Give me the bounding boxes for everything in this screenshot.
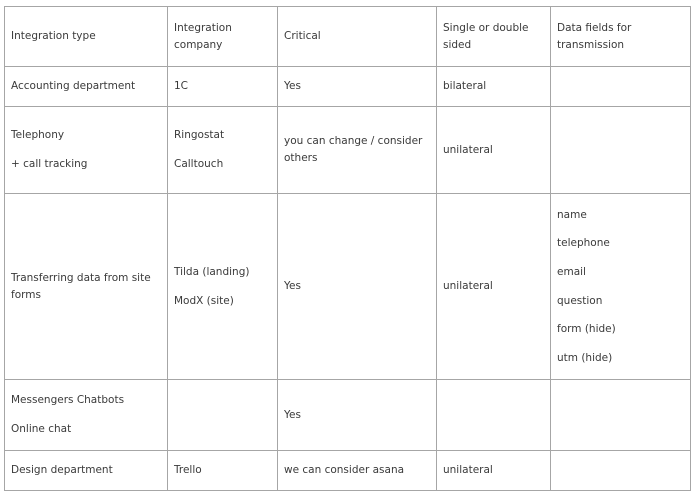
cell-text: Online chat: [11, 423, 72, 435]
header-sided: Single or double sided: [437, 7, 551, 67]
cell-data-fields: [551, 107, 691, 194]
table-row: [5, 67, 691, 107]
cell-integration-company: [168, 67, 278, 107]
cell-sided: unilateral: [437, 194, 551, 380]
cell-text: + call tracking: [11, 158, 88, 170]
cell-data-fields: [551, 451, 691, 491]
cell-text: 1C: [174, 80, 189, 92]
cell-text: Calltouch: [174, 158, 224, 170]
header-integration-company: Integration company: [168, 7, 278, 67]
cell-critical: Yes: [278, 194, 437, 380]
cell-integration-type: [5, 380, 168, 451]
table-row: [5, 380, 691, 451]
header-data-fields: Data fields for transmission: [551, 7, 691, 67]
cell-data-fields: [551, 194, 691, 380]
cell-text: ModX (site): [174, 294, 234, 307]
cell-integration-type: [5, 67, 168, 107]
cell-integration-company: [168, 451, 278, 491]
cell-text: Telephony: [11, 129, 65, 141]
cell-critical: Yes: [278, 380, 437, 451]
cell-data-fields: [551, 380, 691, 451]
cell-integration-type: [5, 194, 168, 380]
cell-critical: you can change / consider others: [278, 107, 437, 194]
cell-text: Ringostat: [174, 129, 225, 141]
table-row: [5, 451, 691, 491]
field-item: utm (hide): [557, 351, 613, 364]
field-item: question: [557, 294, 603, 307]
cell-integration-type: [5, 107, 168, 194]
cell-sided: [437, 380, 551, 451]
cell-critical: Yes: [278, 67, 437, 107]
header-critical: Critical: [278, 7, 437, 67]
field-item: email: [557, 265, 586, 278]
cell-integration-company: [168, 380, 278, 451]
cell-text: Design department: [11, 464, 113, 476]
cell-sided: bilateral: [437, 67, 551, 107]
cell-text: Trello: [174, 464, 202, 476]
cell-data-fields: [551, 67, 691, 107]
integration-table: [4, 6, 691, 491]
field-item: telephone: [557, 237, 610, 250]
table-row: [5, 194, 691, 380]
cell-integration-company: [168, 107, 278, 194]
field-item: form (hide): [557, 323, 616, 336]
cell-sided: unilateral: [437, 107, 551, 194]
cell-critical: we can consider asana: [278, 451, 437, 491]
cell-text: Transferring data from site forms: [11, 271, 151, 301]
cell-integration-company: [168, 194, 278, 380]
cell-text: Tilda (landing): [174, 265, 250, 278]
table-row: [5, 107, 691, 194]
header-integration-type: Integration type: [5, 7, 168, 67]
cell-sided: unilateral: [437, 451, 551, 491]
cell-text: Accounting department: [11, 80, 136, 92]
cell-text: Messengers Chatbots: [11, 394, 125, 406]
field-item: name: [557, 208, 587, 221]
cell-integration-type: [5, 451, 168, 491]
header-row: [5, 7, 691, 67]
